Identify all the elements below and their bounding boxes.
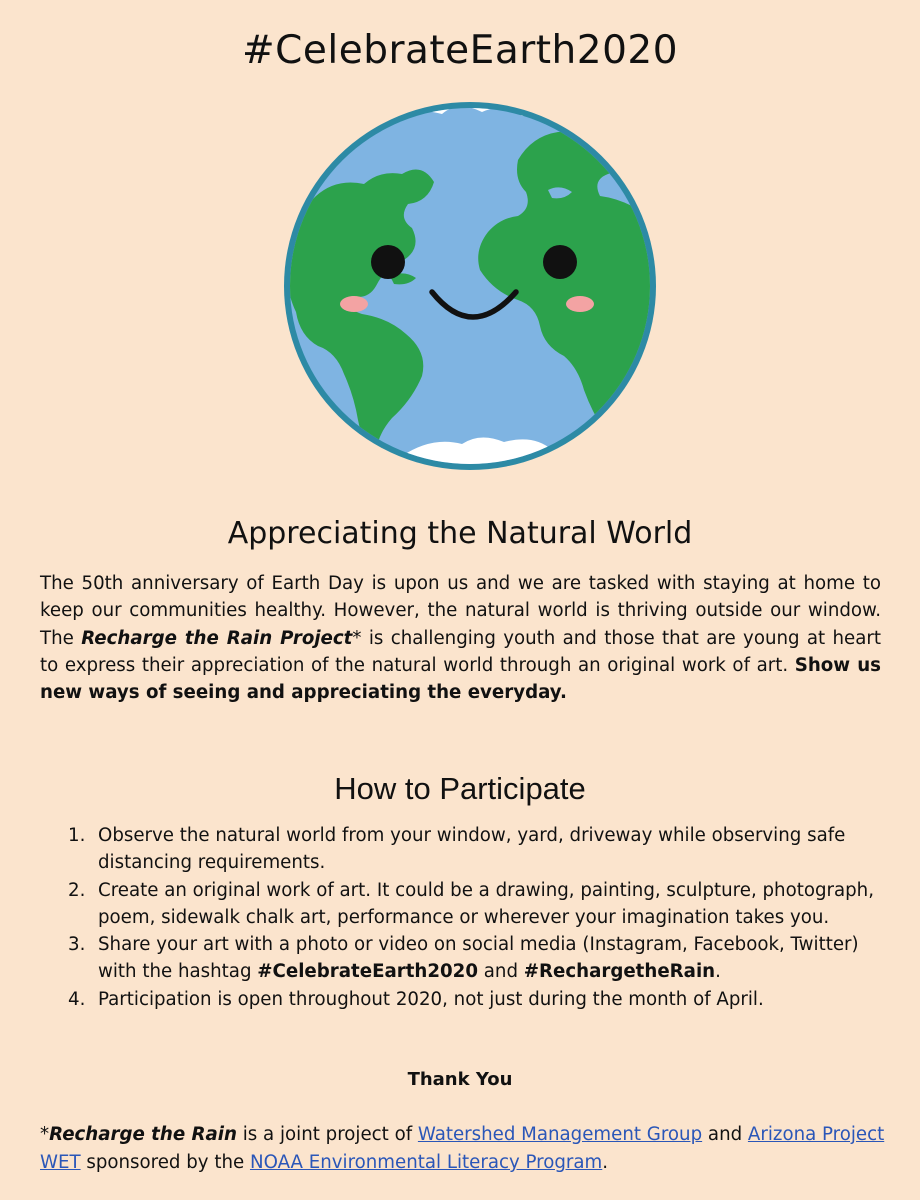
step-text	[98, 934, 859, 982]
hashtag-celebrate-earth: #CelebrateEarth2020	[257, 961, 478, 983]
right-eye	[543, 245, 577, 279]
project-name: Recharge the Rain Project	[81, 627, 353, 649]
step-text: Observe the natural world from your window, yard, driveway while observing safe distancing requirements.	[98, 825, 846, 874]
watershed-management-group-link[interactable]: Watershed Management Group	[417, 1124, 703, 1145]
left-cheek	[340, 296, 368, 312]
step-number: 1.	[68, 825, 86, 846]
footer-text: sponsored by the	[80, 1152, 250, 1173]
intro-text-1: The 50th anniversary of Earth Day is upon us and we are tasked with staying at home to keep our communities healthy. However, the natural world is thriving outside our window. The	[40, 573, 881, 649]
hashtag-recharge-rain: #RechargetheRain	[523, 961, 716, 983]
arizona-project-wet-link[interactable]: Arizona Project WET	[40, 1124, 885, 1173]
how-to-heading: How to Participate	[334, 771, 586, 806]
footer-note	[40, 1121, 885, 1177]
footnote-star: *	[40, 1124, 50, 1145]
list-item	[68, 986, 880, 1013]
footer-project-name: Recharge the Rain	[49, 1124, 237, 1145]
intro-text-2: * is challenging youth and those that are young at heart to express their appreciation of the natural world through an original work of art.	[40, 627, 881, 676]
intro-callout: Show us new ways of seeing and appreciating the everyday.	[40, 654, 881, 704]
list-item	[68, 877, 880, 932]
step-number: 4.	[68, 988, 86, 1010]
footer-text: and	[702, 1124, 748, 1145]
intro-paragraph	[40, 570, 881, 706]
participation-steps	[68, 822, 880, 1013]
left-eye	[371, 245, 405, 279]
footer-text: is a joint project of	[236, 1124, 418, 1145]
noaa-literacy-program-link[interactable]: NOAA Environmental Literacy Program	[249, 1152, 603, 1173]
step-text-part: .	[715, 961, 721, 983]
footer-text: .	[602, 1152, 609, 1173]
step-text-part: Share your art with a photo or video on social media (Instagram, Facebook, Twitter) with the hashtag	[98, 934, 859, 983]
intro-heading: Appreciating the Natural World	[227, 516, 693, 551]
step-number: 3.	[68, 934, 86, 956]
right-cheek	[566, 296, 594, 312]
step-text: Participation is open throughout 2020, not just during the month of April.	[98, 988, 764, 1010]
step-number: 2.	[68, 879, 86, 901]
list-item	[68, 822, 880, 877]
step-text: Create an original work of art. It could be a drawing, painting, sculpture, photograph, poem, sidewalk chalk art, performance or wherever your imagination takes you.	[98, 879, 874, 928]
smiling-earth-illustration	[282, 100, 658, 472]
page-title: #CelebrateEarth2020	[241, 28, 679, 73]
list-item	[68, 931, 880, 986]
step-text-part: and	[478, 961, 524, 983]
thank-you-text: Thank You	[407, 1069, 513, 1090]
